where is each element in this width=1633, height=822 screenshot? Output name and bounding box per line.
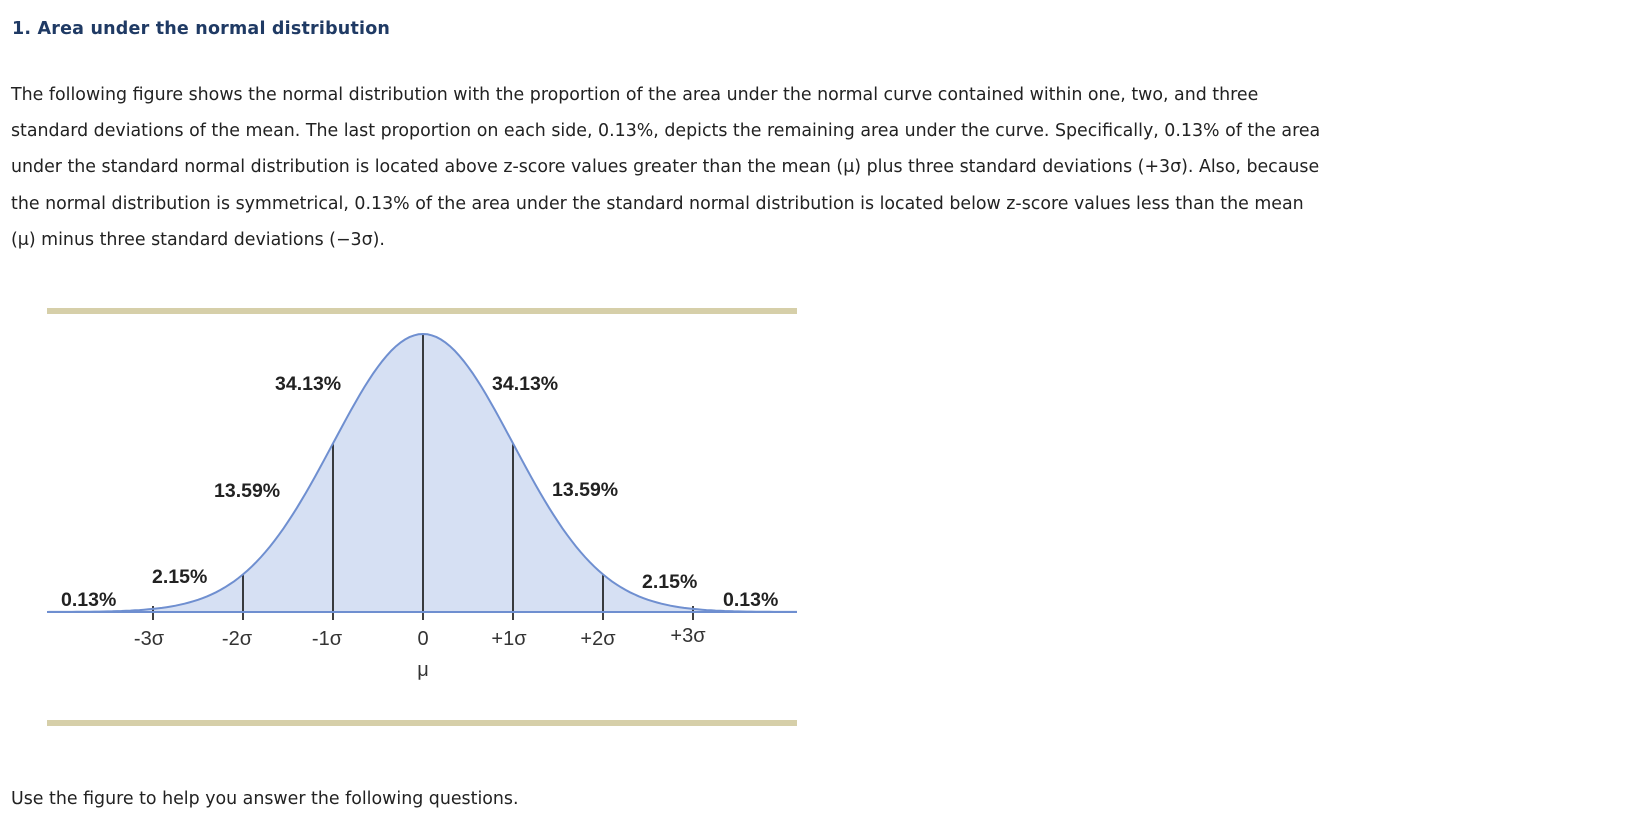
label-minus-1sd-to-mean: 34.13% [275, 373, 342, 395]
tick-label-minus-2sd: -2σ [221, 628, 253, 650]
mean-symbol: μ [417, 659, 429, 681]
paragraph-line: under the standard normal distribution is located above z-score values greater than the mean (μ) plus three standard deviations (+3σ). Also, because [11, 157, 1320, 178]
label-minus-2sd-to-minus-1sd: 13.59% [214, 480, 281, 502]
tick-label-mean: 0 [417, 628, 429, 650]
paragraph-line: standard deviations of the mean. The last proportion on each side, 0.13%, depicts the remaining area under the curve. Specifically, 0.13% of the area [11, 121, 1321, 142]
label-minus-3sd-to-minus-2sd: 2.15% [152, 566, 208, 588]
tick-label-minus-1sd: -1σ [311, 628, 343, 650]
label-below-minus-3sd: 0.13% [61, 589, 117, 611]
intro-paragraph [11, 77, 1421, 258]
label-above-plus-3sd: 0.13% [723, 589, 779, 611]
paragraph-line: (μ) minus three standard deviations (−3σ). [11, 229, 385, 250]
label-plus-1sd-to-plus-2sd: 13.59% [552, 479, 619, 501]
sd-boundary-lines [153, 334, 693, 620]
label-mean-to-plus-1sd: 34.13% [492, 373, 559, 395]
tick-label-plus-3sd: +3σ [670, 625, 706, 647]
label-plus-2sd-to-plus-3sd: 2.15% [642, 571, 698, 593]
tick-label-minus-3sd: -3σ [133, 628, 165, 650]
question-heading: 1. Area under the normal distribution [12, 19, 391, 39]
normal-distribution-figure [47, 314, 797, 720]
paragraph-line: the normal distribution is symmetrical, 0.13% of the area under the standard normal distribution is located below z-score values less than the mean [11, 193, 1304, 214]
paragraph-line: The following figure shows the normal distribution with the proportion of the area under the normal curve contained within one, two, and three [11, 85, 1259, 105]
instruction-text: Use the figure to help you answer the following questions. [11, 789, 519, 809]
tick-label-plus-1sd: +1σ [491, 628, 527, 650]
figure-bottom-rule [47, 720, 797, 726]
tick-label-plus-2sd: +2σ [580, 628, 616, 650]
